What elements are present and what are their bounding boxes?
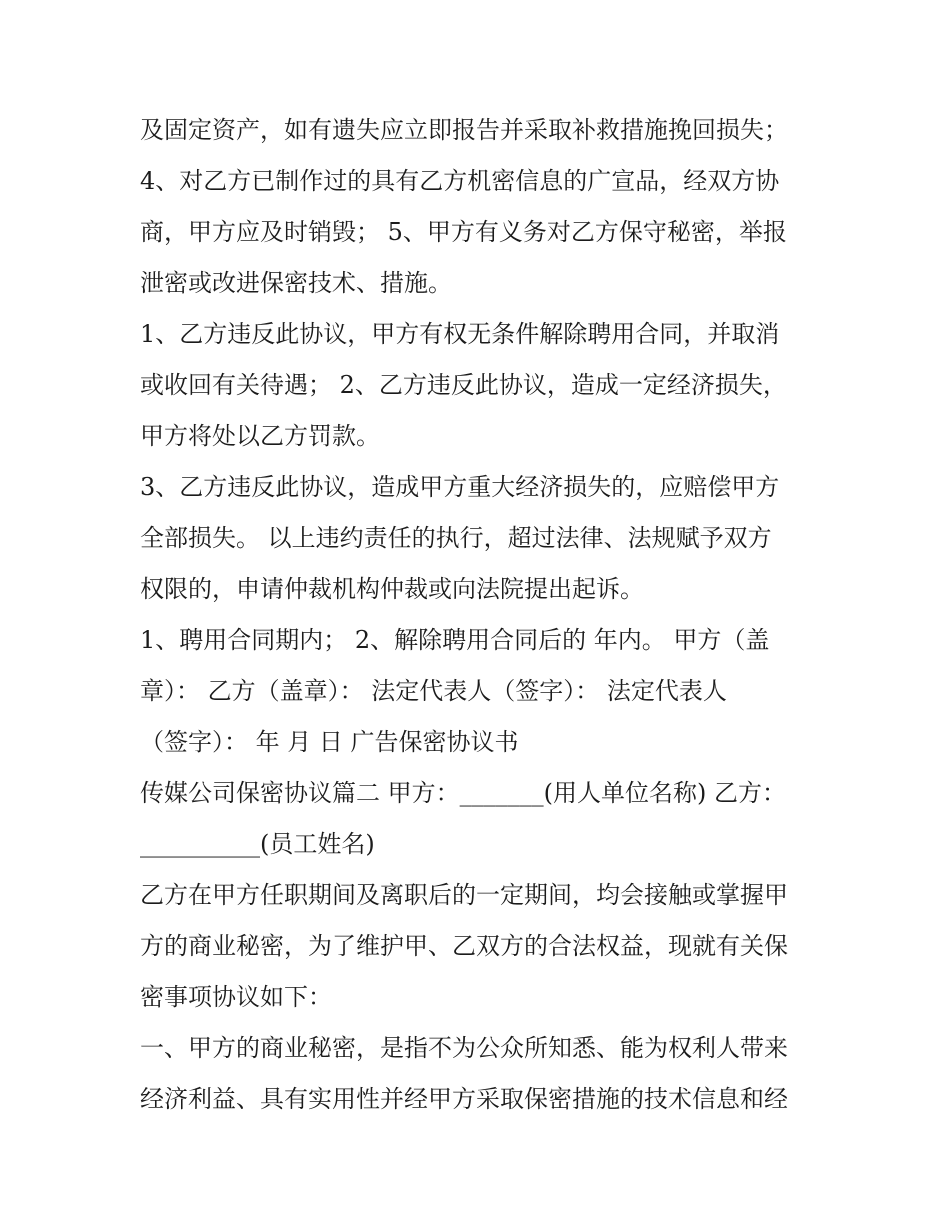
- text-line: 章）： 乙方（盖章）： 法定代表人（签字）： 法定代表人: [140, 677, 727, 705]
- text-line: 4、对乙方已制作过的具有乙方机密信息的广宣品，经双方协: [140, 167, 780, 195]
- text-line: 权限的，申请仲裁机构仲裁或向法院提出起诉。: [140, 575, 644, 603]
- text-line: 及固定资产，如有遗失应立即报告并采取补救措施挽回损失；: [140, 116, 788, 144]
- text-line: 传媒公司保密协议篇二 甲方：_______(用人单位名称) 乙方：: [140, 779, 786, 807]
- text-line: 商，甲方应及时销毁； 5、甲方有义务对乙方保守秘密，举报: [140, 218, 787, 246]
- text-line: 或收回有关待遇； 2、乙方违反此协议，造成一定经济损失，: [140, 371, 787, 399]
- text-line: 1、聘用合同期内； 2、解除聘用合同后的 年内。 甲方（盖: [140, 626, 770, 654]
- text-line: 泄密或改进保密技术、措施。: [140, 269, 452, 297]
- text-line: 经济利益、具有实用性并经甲方采取保密措施的技术信息和经: [140, 1085, 788, 1113]
- text-line: （签字）： 年 月 日 广告保密协议书: [140, 728, 519, 756]
- text-line: __________(员工姓名): [140, 830, 375, 858]
- text-line: 乙方在甲方任职期间及离职后的一定期间，均会接触或掌握甲: [140, 881, 788, 909]
- text-line: 方的商业秘密，为了维护甲、乙双方的合法权益，现就有关保: [140, 932, 788, 960]
- text-line: 全部损失。 以上违约责任的执行，超过法律、法规赋予双方: [140, 524, 772, 552]
- text-line: 一、甲方的商业秘密，是指不为公众所知悉、能为权利人带来: [140, 1034, 788, 1062]
- text-line: 密事项协议如下：: [140, 983, 332, 1011]
- text-line: 1、乙方违反此协议，甲方有权无条件解除聘用合同，并取消: [140, 320, 780, 348]
- text-line: 3、乙方违反此协议，造成甲方重大经济损失的，应赔偿甲方: [140, 473, 780, 501]
- text-line: 甲方将处以乙方罚款。: [140, 422, 380, 450]
